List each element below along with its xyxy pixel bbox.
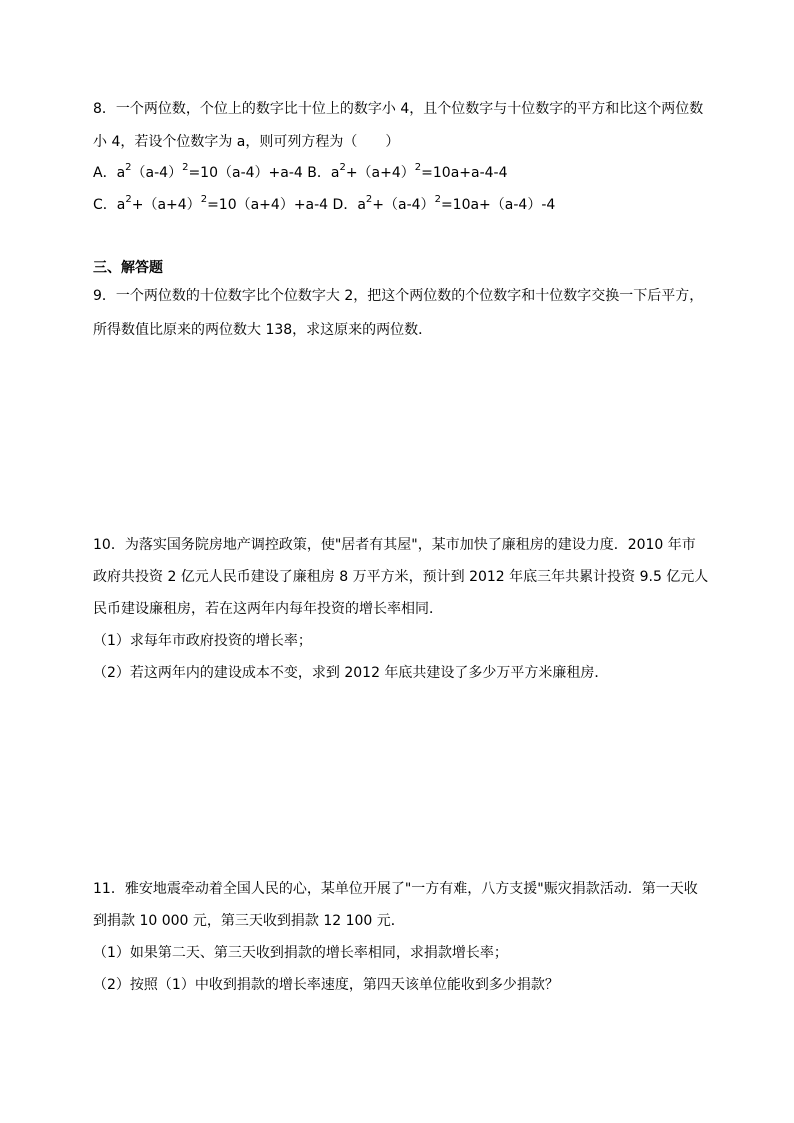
q8-option-a: A．$a^2(a-4)^2=10(a-4)+a-4$ [93, 162, 303, 181]
q8-option-b: B．$a^2+(a+4)^2=10a+a-4-4$ [307, 162, 508, 181]
q9-line-2: 所得数值比原来的两位数大 138，求这原来的两位数． [93, 322, 433, 338]
q8-option-c: C．$a^2+(a+4)^2=10(a+4)+a-4$ [93, 194, 329, 213]
q8-option-d: D．$a^2+(a-4)^2=10a+(a-4)-4$ [332, 194, 556, 213]
section-heading: 三、解答题 [93, 260, 163, 276]
q8-line-2: 小 4，若设个位数字为 a，则可列方程为（ ） [93, 134, 400, 150]
q11-sub-2: （2）按照（1）中收到捐款的增长率速度，第四天该单位能收到多少捐款？ [93, 977, 559, 993]
q8-options-ab [93, 163, 508, 183]
q11-line-1: 11．雅安地震牵动着全国人民的心，某单位开展了"一方有难，八方支援"赈灾捐款活动．第一天收 [93, 881, 698, 897]
q10-line-1: 10．为落实国务院房地产调控政策，使"居者有其屋"，某市加快了廉租房的建设力度．2010 年市 [93, 537, 696, 553]
q9-line-1: 9．一个两位数的十位数字比个位数字大 2，把这个两位数的个位数字和十位数字交换一下后平方， [93, 288, 704, 304]
q10-line-2: 政府共投资 2 亿元人民币建设了廉租房 8 万平方米，预计到 2012 年底三年共累计投资 9.5 亿元人 [93, 569, 709, 585]
q10-sub-2: （2）若这两年内的建设成本不变，求到 2012 年底共建设了多少万平方米廉租房． [93, 665, 609, 681]
q8-line-1: 8．一个两位数，个位上的数字比十位上的数字小 4，且个位数字与十位数字的平方和比这个两位数 [93, 101, 704, 117]
q11-sub-1: （1）如果第二天、第三天收到捐款的增长率相同，求捐款增长率； [93, 945, 508, 961]
q10-sub-1: （1）求每年市政府投资的增长率； [93, 633, 312, 649]
q11-line-2: 到捐款 10 000 元，第三天收到捐款 12 100 元． [93, 913, 405, 929]
q10-line-3: 民币建设廉租房，若在这两年内每年投资的增长率相同． [93, 601, 443, 617]
q8-options-cd [93, 195, 555, 215]
